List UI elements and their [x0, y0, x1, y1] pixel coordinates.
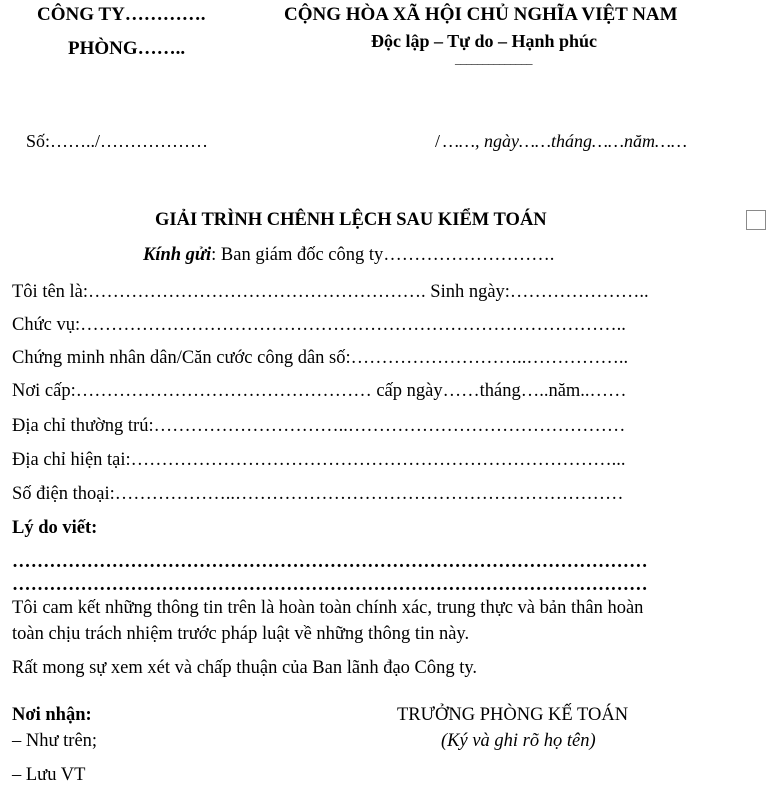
field-current-address: Địa chỉ hiện tại:……………………………………………………………………... [12, 450, 626, 470]
recipient-value: : Ban giám đốc công ty………………………. [211, 245, 555, 265]
recipient-line [143, 245, 554, 266]
reason-label: Lý do viết: [12, 518, 98, 538]
field-full-name: Tôi tên là:………………………………………………. Sinh ngày:………………….. [12, 282, 649, 302]
field-permanent-address: Địa chỉ thường trú:…………………………..……………………………………… [12, 416, 626, 436]
recipient-item-1: – Như trên; [12, 731, 98, 751]
date-slash: / [435, 131, 441, 151]
field-phone: Số điện thoại:………………..……………………………………………………… [12, 484, 624, 504]
request-text: Rất mong sự xem xét và chấp thuận của Ban lãnh đạo Công ty. [12, 658, 478, 678]
department-name: PHÒNG…….. [68, 38, 186, 59]
signer-title: TRƯỞNG PHÒNG KẾ TOÁN [397, 705, 629, 725]
reason-line-1: ………………………………………………………………………………………… [12, 552, 648, 572]
document-title: GIẢI TRÌNH CHÊNH LỆCH SAU KIỂM TOÁN [155, 210, 547, 230]
checkbox[interactable] [746, 210, 766, 230]
commitment-line-1: Tôi cam kết những thông tin trên là hoàn toàn chính xác, trung thực và bản thân hoàn [12, 598, 644, 618]
signer-note: (Ký và ghi rõ họ tên) [441, 731, 596, 751]
recipients-label: Nơi nhận: [12, 705, 92, 725]
recipient-label: Kính gửi [143, 245, 212, 265]
country-name: CỘNG HÒA XÃ HỘI CHỦ NGHĨA VIỆT NAM [284, 4, 678, 25]
motto: Độc lập – Tự do – Hạnh phúc [371, 31, 598, 51]
document-date: ……, ngày……tháng……năm…… [443, 131, 688, 151]
company-name: CÔNG TY…………. [37, 4, 206, 25]
field-id-number: Chứng minh nhân dân/Căn cước công dân số:………………………..…………….. [12, 348, 629, 368]
recipient-item-2: – Lưu VT [12, 765, 86, 785]
field-issue-place: Nơi cấp:………………………………………… cấp ngày……tháng…..năm..…… [12, 381, 627, 401]
document-number: Số:……../……………… [26, 131, 209, 151]
commitment-line-2: toàn chịu trách nhiệm trước pháp luật về những thông tin này. [12, 624, 470, 644]
reason-line-2: ………………………………………………………………………………………… [12, 575, 648, 595]
header-separator: ______________ [455, 52, 532, 66]
field-position: Chức vụ:…………………………………………………………………………….. [12, 315, 626, 335]
